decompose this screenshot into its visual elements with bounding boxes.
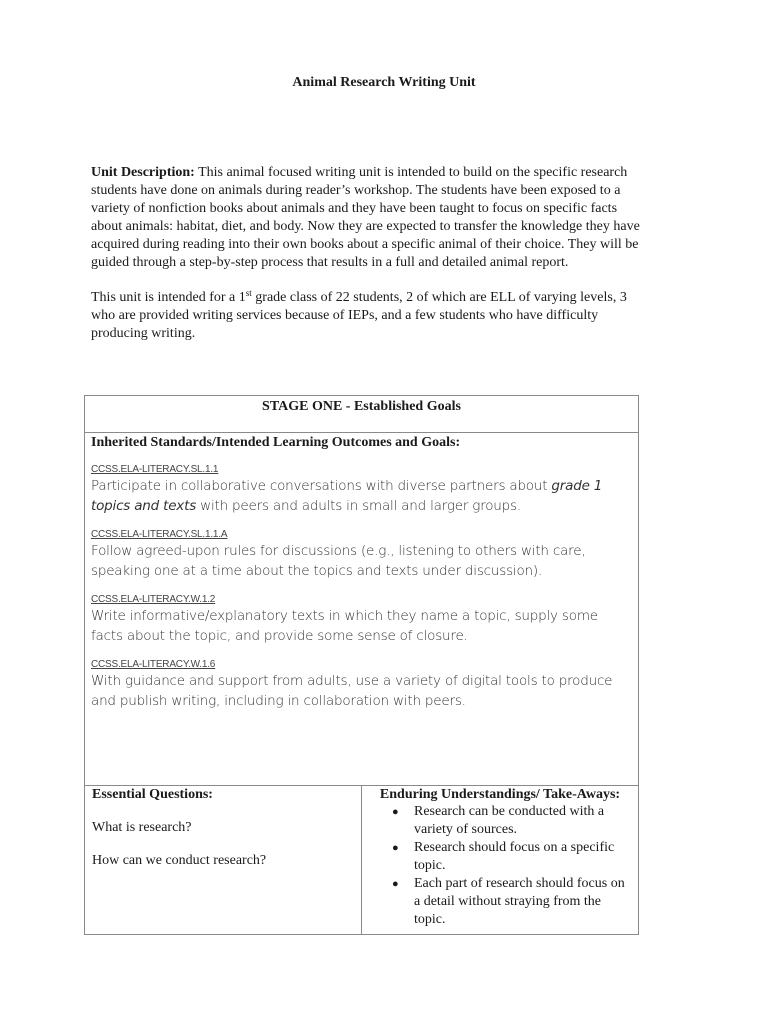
essential-questions-heading: Essential Questions: [92,787,213,802]
bullet-icon: ● [392,842,399,854]
audience-superscript: st [245,288,252,298]
list-item [392,839,631,875]
unit-description-paragraph [91,164,651,272]
list-item-text: Research can be conducted with a variety of sources. [414,804,605,837]
stage-one-table [84,395,639,935]
standard-code-link[interactable]: CCSS.ELA-LITERACY.W.1.2 [91,594,216,605]
standard-text-part: Participate in collaborative conversations with diverse partners about [91,478,552,494]
enduring-understandings-cell [362,786,639,935]
standard-code-link[interactable]: CCSS.ELA-LITERACY.SL.1.1.A [91,529,228,540]
standard-text-italic: grade 1 topics and texts [91,478,603,514]
standard-code-link[interactable]: CCSS.ELA-LITERACY.W.1.6 [91,659,216,670]
list-item-text: Each part of research should focus on a detail without straying from the topic. [414,876,625,927]
standard-item [91,463,632,516]
standard-text-part: with peers and adults in small and larger groups. [196,498,521,514]
audience-paragraph [91,289,651,343]
standard-item [91,528,632,581]
essential-questions-cell [85,786,362,935]
standard-item [91,658,632,711]
standard-text: With guidance and support from adults, use a variety of digital tools to produce and publish writing, including in collaboration with peers. [91,673,613,709]
standard-text: Write informative/explanatory texts in which they name a topic, supply some facts about the topic, and provide some sense of closure. [91,608,598,644]
stage-one-heading-cell [85,396,639,433]
inherited-standards-heading: Inherited Standards/Intended Learning Outcomes and Goals: [91,435,461,450]
bullet-icon: ● [392,806,399,818]
unit-description-text: This animal focused writing unit is intended to build on the specific research students have done on animals during reader’s workshop. The students have been exposed to a variety of nonfiction books about animals and they have been taught to focus on specific facts about animals: habitat, diet, and body. Now they are expected to transfer the knowledge they have acquired during reading into their own books about a specific animal of their choice. They will be guided through a step-by-step process that results in a full and detailed animal report. [91,165,640,270]
unit-description-label: Unit Description: [91,165,195,180]
standard-code-link[interactable]: CCSS.ELA-LITERACY.SL.1.1 [91,464,219,475]
bullet-icon: ● [392,878,399,890]
enduring-understandings-list [369,803,631,929]
audience-text-after: grade class of 22 students, 2 of which are ELL of varying levels, 3 who are provided writing services because of IEPs, and a few students who have difficulty producing writing. [91,290,627,341]
list-item-text: Research should focus on a specific topic. [414,840,615,873]
essential-question: How can we conduct research? [92,853,267,868]
standard-text [91,476,632,516]
enduring-understandings-heading: Enduring Understandings/ Take-Aways: [379,787,621,802]
document-title: Animal Research Writing Unit [292,75,476,90]
standard-item [91,593,632,646]
audience-text-before: This unit is intended for a 1 [91,290,246,305]
standards-cell [85,433,639,786]
essential-question: What is research? [92,820,192,835]
stage-one-heading: STAGE ONE - Established Goals [262,399,461,414]
list-item [392,803,631,839]
list-item [392,875,631,929]
standard-text: Follow agreed-upon rules for discussions (e.g., listening to others with care, speaking one at a time about the topics and texts under discussion). [91,543,586,579]
